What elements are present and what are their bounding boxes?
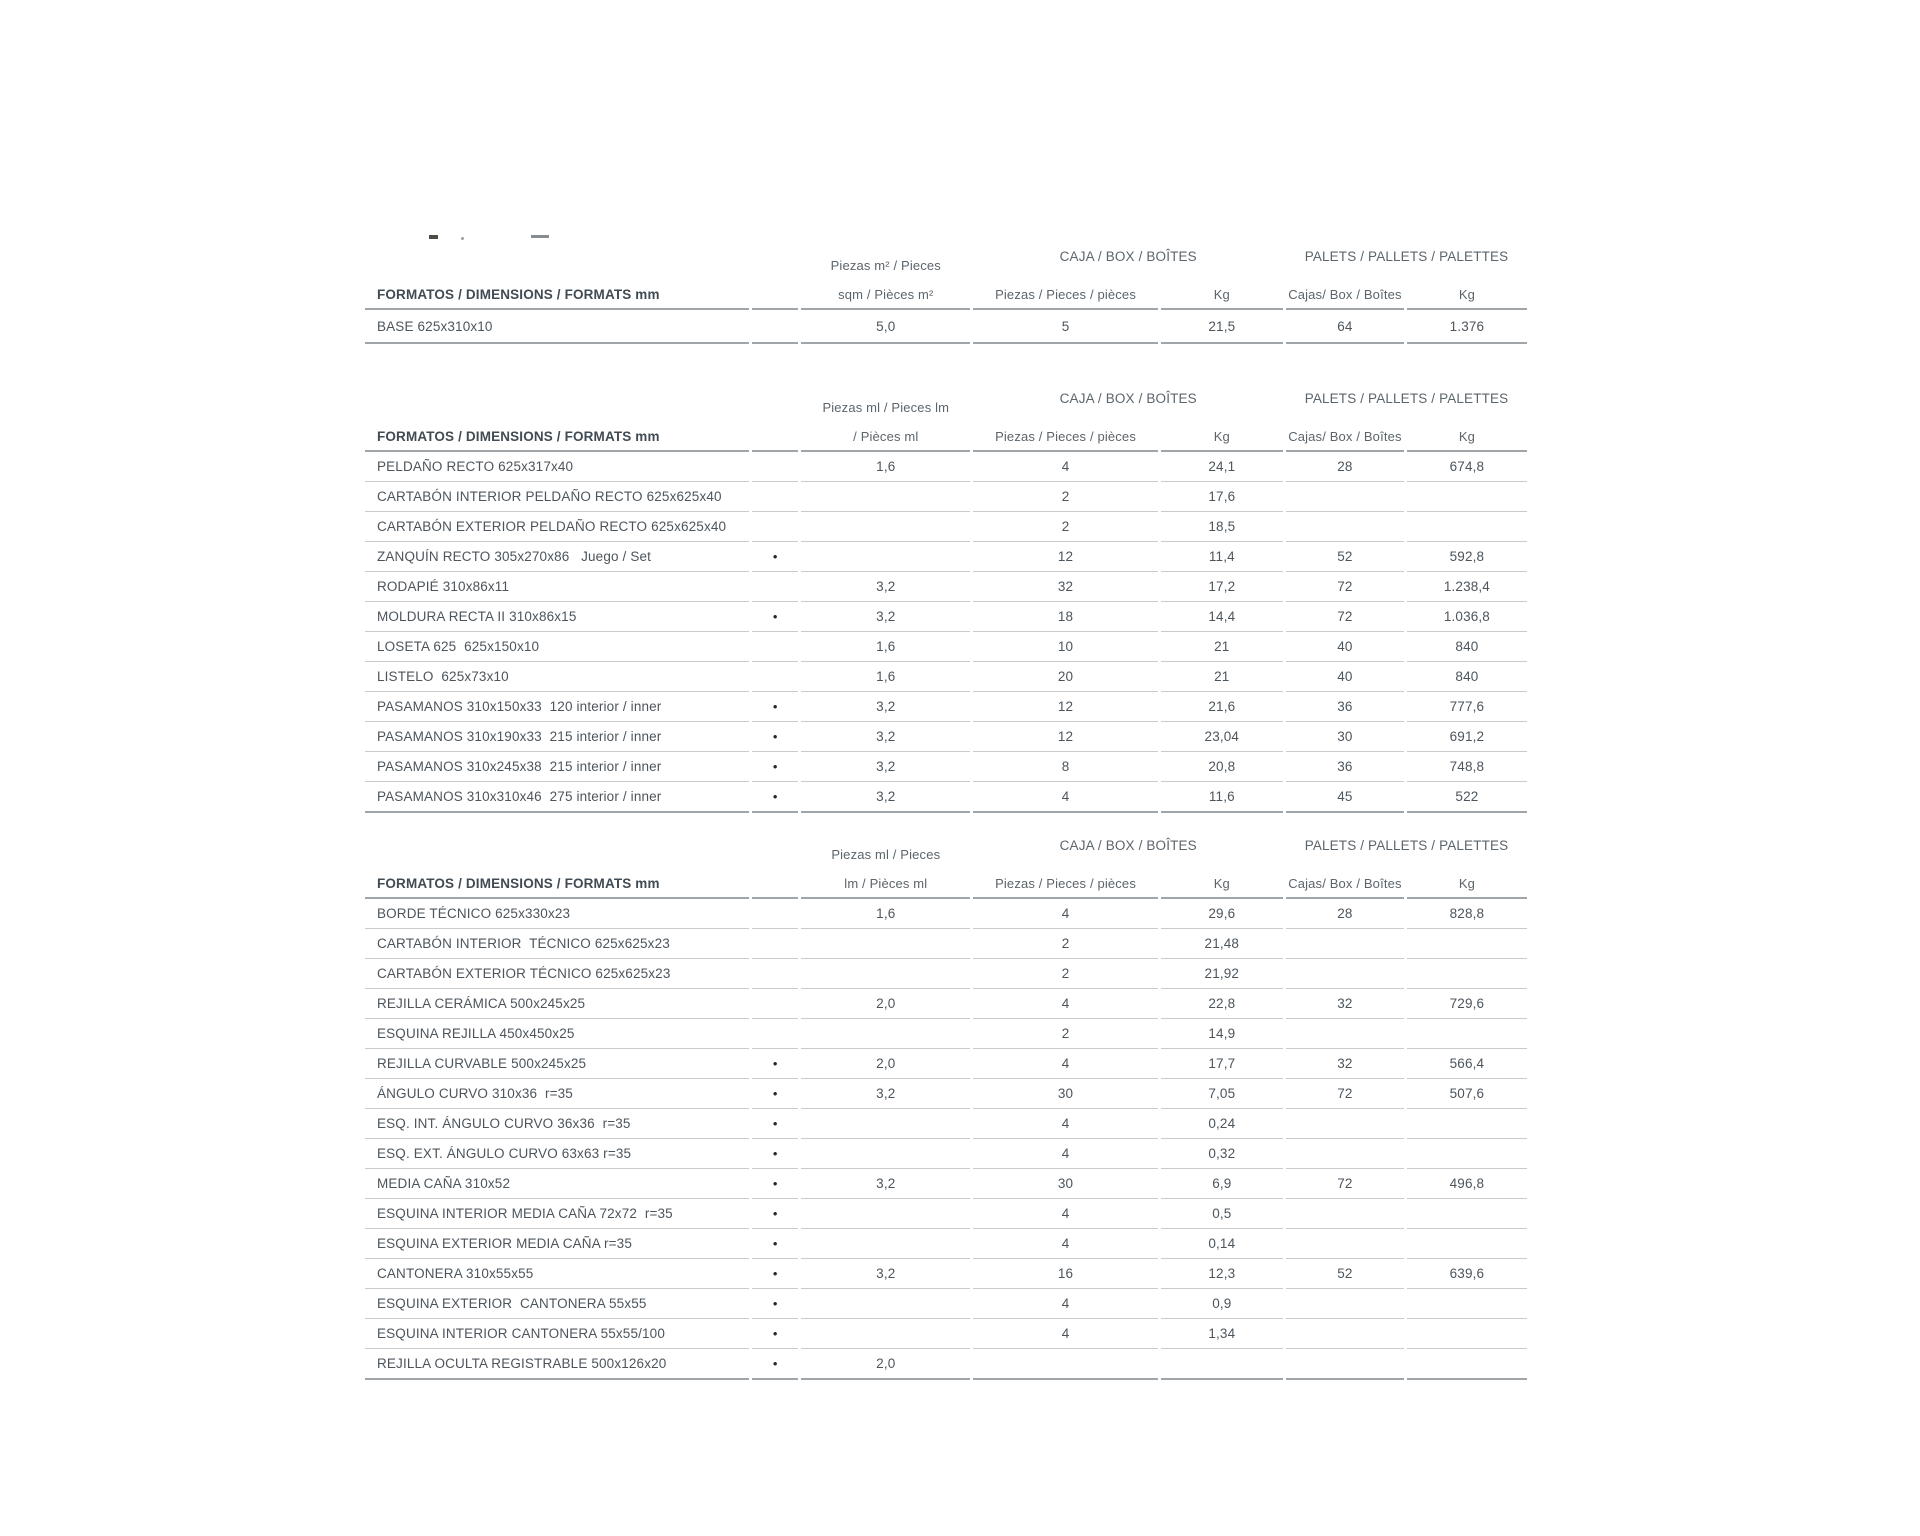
box-group-header: CAJA / BOX / BOÎTES [1059, 249, 1197, 264]
product-name-cell: ESQ. INT. ÁNGULO CURVO 36x36 r=35 [365, 1109, 749, 1139]
spacer-cell [365, 380, 749, 416]
box-pieces-cell: 30 [973, 1079, 1157, 1109]
unit-value-cell: 2,0 [801, 1349, 970, 1380]
table-row [365, 1139, 1527, 1169]
pallet-kg-header: Kg [1407, 416, 1527, 452]
spacer-cell [365, 240, 749, 274]
product-name-cell: CANTONERA 310x55x55 [365, 1259, 749, 1289]
box-pieces-cell: 4 [973, 1229, 1157, 1259]
box-kg-cell: 21 [1161, 662, 1283, 692]
unit-value-cell: 3,2 [801, 1169, 970, 1199]
unit-value-cell: 5,0 [801, 310, 970, 344]
product-name-cell: ESQ. EXT. ÁNGULO CURVO 63x63 r=35 [365, 1139, 749, 1169]
dot-cell [752, 1319, 798, 1349]
table-row [365, 1199, 1527, 1229]
dot-cell [752, 722, 798, 752]
dot-marker: • [772, 549, 778, 564]
product-name-cell: BASE 625x310x10 [365, 310, 749, 344]
pallet-boxes-cell: 52 [1286, 1259, 1404, 1289]
box-pieces-cell: 12 [973, 722, 1157, 752]
unit-value-cell: 2,0 [801, 1049, 970, 1079]
pallet-boxes-cell [1286, 1229, 1404, 1259]
base-format-table [362, 240, 1530, 344]
table-row [365, 1019, 1527, 1049]
unit-value-cell [801, 1289, 970, 1319]
box-group-header: CAJA / BOX / BOÎTES [1059, 391, 1197, 406]
table-row [365, 1169, 1527, 1199]
pallet-kg-cell: 1.036,8 [1407, 602, 1527, 632]
table-row [365, 929, 1527, 959]
unit-value-cell: 3,2 [801, 602, 970, 632]
spacer-cell [752, 416, 798, 452]
dot-marker: • [772, 1176, 778, 1191]
table-row [365, 1079, 1527, 1109]
table-row [365, 542, 1527, 572]
pallet-group-header: PALETS / PALLETS / PALETTES [1304, 391, 1509, 406]
product-name-cell: ZANQUÍN RECTO 305x270x86 Juego / Set [365, 542, 749, 572]
box-kg-cell: 12,3 [1161, 1259, 1283, 1289]
column-header-row [365, 416, 1527, 452]
unit-value-cell: 3,2 [801, 572, 970, 602]
pallet-kg-cell [1407, 1349, 1527, 1380]
product-name-cell: ESQUINA INTERIOR MEDIA CAÑA 72x72 r=35 [365, 1199, 749, 1229]
box-pieces-cell: 12 [973, 692, 1157, 722]
pallet-kg-cell [1407, 1199, 1527, 1229]
dot-marker: • [772, 1116, 778, 1131]
pallet-boxes-cell: 30 [1286, 722, 1404, 752]
dot-marker: • [772, 1236, 778, 1251]
pallet-boxes-cell: 36 [1286, 692, 1404, 722]
spacer-cell [752, 274, 798, 310]
product-name-cell: PASAMANOS 310x150x33 120 interior / inner [365, 692, 749, 722]
dot-cell [752, 929, 798, 959]
pallet-kg-cell: 674,8 [1407, 452, 1527, 482]
dot-cell [752, 602, 798, 632]
dot-marker: • [772, 1146, 778, 1161]
group-header-row [365, 240, 1527, 274]
table-row [365, 1049, 1527, 1079]
box-pieces-cell [973, 1349, 1157, 1380]
box-kg-cell: 21 [1161, 632, 1283, 662]
unit-value-cell [801, 959, 970, 989]
unit-header-line2: sqm / Pièces m² [801, 274, 970, 310]
pallet-kg-cell: 496,8 [1407, 1169, 1527, 1199]
unit-value-cell: 3,2 [801, 1079, 970, 1109]
pallet-boxes-header: Cajas/ Box / Boîtes [1286, 274, 1404, 310]
dot-cell [752, 310, 798, 344]
dot-cell [752, 899, 798, 929]
box-pieces-cell: 5 [973, 310, 1157, 344]
dot-cell [752, 692, 798, 722]
pallet-boxes-cell [1286, 1139, 1404, 1169]
table-row [365, 692, 1527, 722]
table-row [365, 782, 1527, 813]
crop-artifact-mark [531, 235, 549, 238]
box-kg-cell: 21,48 [1161, 929, 1283, 959]
pallet-boxes-cell [1286, 512, 1404, 542]
unit-value-cell: 3,2 [801, 722, 970, 752]
table-row [365, 1349, 1527, 1380]
pallet-boxes-cell [1286, 929, 1404, 959]
dot-cell [752, 1109, 798, 1139]
pallet-kg-cell: 840 [1407, 632, 1527, 662]
column-header-row [365, 274, 1527, 310]
box-pieces-cell: 4 [973, 1109, 1157, 1139]
dot-marker: • [772, 1356, 778, 1371]
table-row [365, 572, 1527, 602]
dot-cell [752, 632, 798, 662]
unit-value-cell [801, 1019, 970, 1049]
dot-cell [752, 1049, 798, 1079]
product-name-cell: REJILLA CERÁMICA 500x245x25 [365, 989, 749, 1019]
box-pieces-header: Piezas / Pieces / pièces [973, 863, 1157, 899]
box-pieces-cell: 20 [973, 662, 1157, 692]
pallet-kg-cell [1407, 929, 1527, 959]
unit-header-line2: / Pièces ml [801, 416, 970, 452]
dot-marker: • [772, 1266, 778, 1281]
box-pieces-cell: 18 [973, 602, 1157, 632]
unit-value-cell [801, 482, 970, 512]
pallet-kg-cell: 1.238,4 [1407, 572, 1527, 602]
pallet-boxes-cell: 28 [1286, 452, 1404, 482]
pallet-kg-cell [1407, 1319, 1527, 1349]
table-row [365, 959, 1527, 989]
pallet-kg-cell: 592,8 [1407, 542, 1527, 572]
dot-cell [752, 482, 798, 512]
pallet-boxes-cell: 40 [1286, 632, 1404, 662]
pallet-boxes-cell: 64 [1286, 310, 1404, 344]
unit-value-cell [801, 929, 970, 959]
dot-cell [752, 989, 798, 1019]
unit-header-line1: Piezas ml / Pieces [831, 847, 941, 862]
dot-marker: • [772, 1206, 778, 1221]
box-pieces-cell: 2 [973, 1019, 1157, 1049]
pallet-kg-header: Kg [1407, 274, 1527, 310]
pallet-kg-cell [1407, 1289, 1527, 1319]
box-pieces-cell: 4 [973, 1049, 1157, 1079]
dot-cell [752, 782, 798, 813]
group-header-row [365, 827, 1527, 863]
dot-cell [752, 1019, 798, 1049]
dot-marker: • [772, 1326, 778, 1341]
dot-cell [752, 1199, 798, 1229]
dot-cell [752, 572, 798, 602]
dot-cell [752, 1349, 798, 1380]
pallet-kg-cell: 729,6 [1407, 989, 1527, 1019]
box-kg-cell: 14,9 [1161, 1019, 1283, 1049]
box-kg-cell: 11,4 [1161, 542, 1283, 572]
unit-header-line1: Piezas m² / Pieces [830, 258, 941, 273]
pallet-boxes-cell [1286, 1109, 1404, 1139]
box-pieces-cell: 2 [973, 512, 1157, 542]
spacer-cell [752, 240, 798, 274]
box-kg-cell: 24,1 [1161, 452, 1283, 482]
pallet-boxes-cell: 72 [1286, 1169, 1404, 1199]
box-kg-cell: 1,34 [1161, 1319, 1283, 1349]
product-name-cell: LISTELO 625x73x10 [365, 662, 749, 692]
product-name-cell: PASAMANOS 310x245x38 215 interior / inner [365, 752, 749, 782]
box-kg-cell: 18,5 [1161, 512, 1283, 542]
product-name-cell: ESQUINA EXTERIOR MEDIA CAÑA r=35 [365, 1229, 749, 1259]
box-kg-cell: 0,5 [1161, 1199, 1283, 1229]
formats-header: FORMATOS / DIMENSIONS / FORMATS mm [365, 274, 749, 310]
dot-cell [752, 542, 798, 572]
dot-cell [752, 1139, 798, 1169]
box-kg-cell: 7,05 [1161, 1079, 1283, 1109]
table-row [365, 310, 1527, 344]
dot-cell [752, 1169, 798, 1199]
dot-cell [752, 1079, 798, 1109]
table-row [365, 1229, 1527, 1259]
product-name-cell: CARTABÓN EXTERIOR PELDAÑO RECTO 625x625x40 [365, 512, 749, 542]
pallet-kg-header: Kg [1407, 863, 1527, 899]
pallet-kg-cell: 748,8 [1407, 752, 1527, 782]
unit-value-cell: 1,6 [801, 632, 970, 662]
unit-value-cell [801, 1319, 970, 1349]
pallet-kg-cell: 828,8 [1407, 899, 1527, 929]
pallet-boxes-cell: 32 [1286, 1049, 1404, 1079]
unit-value-cell [801, 1199, 970, 1229]
product-name-cell: BORDE TÉCNICO 625x330x23 [365, 899, 749, 929]
box-pieces-cell: 32 [973, 572, 1157, 602]
box-pieces-cell: 10 [973, 632, 1157, 662]
pallet-kg-cell [1407, 482, 1527, 512]
dot-cell [752, 752, 798, 782]
product-name-cell: CARTABÓN INTERIOR PELDAÑO RECTO 625x625x40 [365, 482, 749, 512]
box-pieces-cell: 4 [973, 782, 1157, 813]
dot-cell [752, 1229, 798, 1259]
table-row [365, 662, 1527, 692]
pallet-kg-cell [1407, 1109, 1527, 1139]
pallet-group-header: PALETS / PALLETS / PALETTES [1304, 838, 1509, 853]
dot-cell [752, 1289, 798, 1319]
pallet-kg-cell [1407, 512, 1527, 542]
table-row [365, 602, 1527, 632]
technical-pieces-table [362, 827, 1530, 1380]
pallet-boxes-cell: 72 [1286, 602, 1404, 632]
box-kg-cell: 17,2 [1161, 572, 1283, 602]
column-header-row [365, 863, 1527, 899]
pallet-boxes-cell: 28 [1286, 899, 1404, 929]
box-pieces-cell: 12 [973, 542, 1157, 572]
box-kg-header: Kg [1161, 863, 1283, 899]
product-name-cell: LOSETA 625 625x150x10 [365, 632, 749, 662]
pallet-kg-cell: 507,6 [1407, 1079, 1527, 1109]
unit-value-cell [801, 512, 970, 542]
product-name-cell: CARTABÓN INTERIOR TÉCNICO 625x625x23 [365, 929, 749, 959]
box-pieces-cell: 4 [973, 989, 1157, 1019]
crop-artifact-mark [429, 235, 438, 239]
box-kg-cell: 20,8 [1161, 752, 1283, 782]
dot-marker: • [772, 789, 778, 804]
table-row [365, 512, 1527, 542]
box-kg-cell: 21,92 [1161, 959, 1283, 989]
box-kg-cell: 11,6 [1161, 782, 1283, 813]
box-kg-cell: 6,9 [1161, 1169, 1283, 1199]
pallet-boxes-cell [1286, 482, 1404, 512]
unit-header-line2: lm / Pièces ml [801, 863, 970, 899]
pallet-kg-cell: 1.376 [1407, 310, 1527, 344]
box-pieces-cell: 8 [973, 752, 1157, 782]
unit-value-cell: 3,2 [801, 782, 970, 813]
table-row [365, 1259, 1527, 1289]
group-header-row [365, 380, 1527, 416]
pallet-boxes-cell [1286, 959, 1404, 989]
unit-value-cell [801, 542, 970, 572]
table-row [365, 1289, 1527, 1319]
pallet-boxes-cell: 72 [1286, 572, 1404, 602]
box-pieces-cell: 2 [973, 482, 1157, 512]
box-kg-header: Kg [1161, 274, 1283, 310]
box-kg-cell: 0,24 [1161, 1109, 1283, 1139]
pallet-kg-cell [1407, 1019, 1527, 1049]
pallet-boxes-header: Cajas/ Box / Boîtes [1286, 416, 1404, 452]
pallet-boxes-header: Cajas/ Box / Boîtes [1286, 863, 1404, 899]
dot-cell [752, 662, 798, 692]
unit-value-cell [801, 1229, 970, 1259]
product-name-cell: PASAMANOS 310x310x46 275 interior / inner [365, 782, 749, 813]
table-row [365, 482, 1527, 512]
box-pieces-cell: 4 [973, 1319, 1157, 1349]
product-name-cell: CARTABÓN EXTERIOR TÉCNICO 625x625x23 [365, 959, 749, 989]
pallet-boxes-cell: 32 [1286, 989, 1404, 1019]
unit-value-cell: 3,2 [801, 752, 970, 782]
unit-value-cell: 3,2 [801, 1259, 970, 1289]
pallet-boxes-cell [1286, 1319, 1404, 1349]
unit-value-cell [801, 1139, 970, 1169]
unit-value-cell: 1,6 [801, 452, 970, 482]
pallet-kg-cell [1407, 959, 1527, 989]
product-name-cell: ÁNGULO CURVO 310x36 r=35 [365, 1079, 749, 1109]
product-name-cell: REJILLA CURVABLE 500x245x25 [365, 1049, 749, 1079]
box-pieces-header: Piezas / Pieces / pièces [973, 416, 1157, 452]
pallet-kg-cell [1407, 1229, 1527, 1259]
pallet-kg-cell: 566,4 [1407, 1049, 1527, 1079]
box-pieces-cell: 30 [973, 1169, 1157, 1199]
box-kg-cell: 14,4 [1161, 602, 1283, 632]
unit-value-cell: 2,0 [801, 989, 970, 1019]
box-pieces-header: Piezas / Pieces / pièces [973, 274, 1157, 310]
box-pieces-cell: 4 [973, 1199, 1157, 1229]
pallet-boxes-cell [1286, 1349, 1404, 1380]
dot-marker: • [772, 1086, 778, 1101]
product-name-cell: REJILLA OCULTA REGISTRABLE 500x126x20 [365, 1349, 749, 1380]
product-name-cell: MEDIA CAÑA 310x52 [365, 1169, 749, 1199]
product-name-cell: PASAMANOS 310x190x33 215 interior / inner [365, 722, 749, 752]
pallet-boxes-cell: 72 [1286, 1079, 1404, 1109]
unit-value-cell [801, 1109, 970, 1139]
formats-header: FORMATOS / DIMENSIONS / FORMATS mm [365, 863, 749, 899]
box-kg-cell [1161, 1349, 1283, 1380]
box-kg-cell: 21,6 [1161, 692, 1283, 722]
spacer-cell [752, 863, 798, 899]
box-pieces-cell: 16 [973, 1259, 1157, 1289]
box-kg-cell: 17,7 [1161, 1049, 1283, 1079]
pallet-kg-cell: 840 [1407, 662, 1527, 692]
unit-value-cell: 1,6 [801, 899, 970, 929]
box-kg-header: Kg [1161, 416, 1283, 452]
dot-marker: • [772, 1296, 778, 1311]
box-pieces-cell: 4 [973, 899, 1157, 929]
table-row [365, 1109, 1527, 1139]
box-pieces-cell: 4 [973, 1139, 1157, 1169]
pallet-kg-cell: 522 [1407, 782, 1527, 813]
pallet-kg-cell: 777,6 [1407, 692, 1527, 722]
dot-cell [752, 512, 798, 542]
table-row [365, 899, 1527, 929]
pallet-boxes-cell: 36 [1286, 752, 1404, 782]
packing-spec-tables [362, 240, 1530, 1380]
unit-value-cell: 3,2 [801, 692, 970, 722]
spacer-cell [752, 827, 798, 863]
product-name-cell: ESQUINA REJILLA 450x450x25 [365, 1019, 749, 1049]
box-pieces-cell: 2 [973, 929, 1157, 959]
table-row [365, 452, 1527, 482]
table-row [365, 722, 1527, 752]
product-name-cell: PELDAÑO RECTO 625x317x40 [365, 452, 749, 482]
box-pieces-cell: 4 [973, 1289, 1157, 1319]
table-row [365, 989, 1527, 1019]
pallet-group-header: PALETS / PALLETS / PALETTES [1304, 249, 1509, 264]
pallet-kg-cell: 691,2 [1407, 722, 1527, 752]
pallet-boxes-cell [1286, 1199, 1404, 1229]
box-kg-cell: 29,6 [1161, 899, 1283, 929]
steps-trims-table [362, 380, 1530, 813]
product-name-cell: MOLDURA RECTA II 310x86x15 [365, 602, 749, 632]
dot-cell [752, 1259, 798, 1289]
box-kg-cell: 0,9 [1161, 1289, 1283, 1319]
pallet-kg-cell: 639,6 [1407, 1259, 1527, 1289]
box-kg-cell: 22,8 [1161, 989, 1283, 1019]
unit-header-line1: Piezas ml / Pieces lm [822, 400, 950, 415]
pallet-boxes-cell [1286, 1289, 1404, 1319]
product-name-cell: RODAPIÉ 310x86x11 [365, 572, 749, 602]
unit-value-cell: 1,6 [801, 662, 970, 692]
product-name-cell: ESQUINA INTERIOR CANTONERA 55x55/100 [365, 1319, 749, 1349]
dot-marker: • [772, 759, 778, 774]
box-kg-cell: 0,32 [1161, 1139, 1283, 1169]
pallet-boxes-cell [1286, 1019, 1404, 1049]
box-kg-cell: 21,5 [1161, 310, 1283, 344]
table-row [365, 632, 1527, 662]
dot-cell [752, 452, 798, 482]
box-pieces-cell: 2 [973, 959, 1157, 989]
table-row [365, 1319, 1527, 1349]
pallet-boxes-cell: 52 [1286, 542, 1404, 572]
formats-header: FORMATOS / DIMENSIONS / FORMATS mm [365, 416, 749, 452]
dot-marker: • [772, 699, 778, 714]
spacer-cell [365, 827, 749, 863]
table-row [365, 752, 1527, 782]
box-kg-cell: 17,6 [1161, 482, 1283, 512]
product-name-cell: ESQUINA EXTERIOR CANTONERA 55x55 [365, 1289, 749, 1319]
dot-marker: • [772, 1056, 778, 1071]
box-group-header: CAJA / BOX / BOÎTES [1059, 838, 1197, 853]
pallet-kg-cell [1407, 1139, 1527, 1169]
dot-marker: • [772, 729, 778, 744]
dot-marker: • [772, 609, 778, 624]
box-kg-cell: 23,04 [1161, 722, 1283, 752]
box-pieces-cell: 4 [973, 452, 1157, 482]
dot-cell [752, 959, 798, 989]
spacer-cell [752, 380, 798, 416]
pallet-boxes-cell: 45 [1286, 782, 1404, 813]
pallet-boxes-cell: 40 [1286, 662, 1404, 692]
box-kg-cell: 0,14 [1161, 1229, 1283, 1259]
